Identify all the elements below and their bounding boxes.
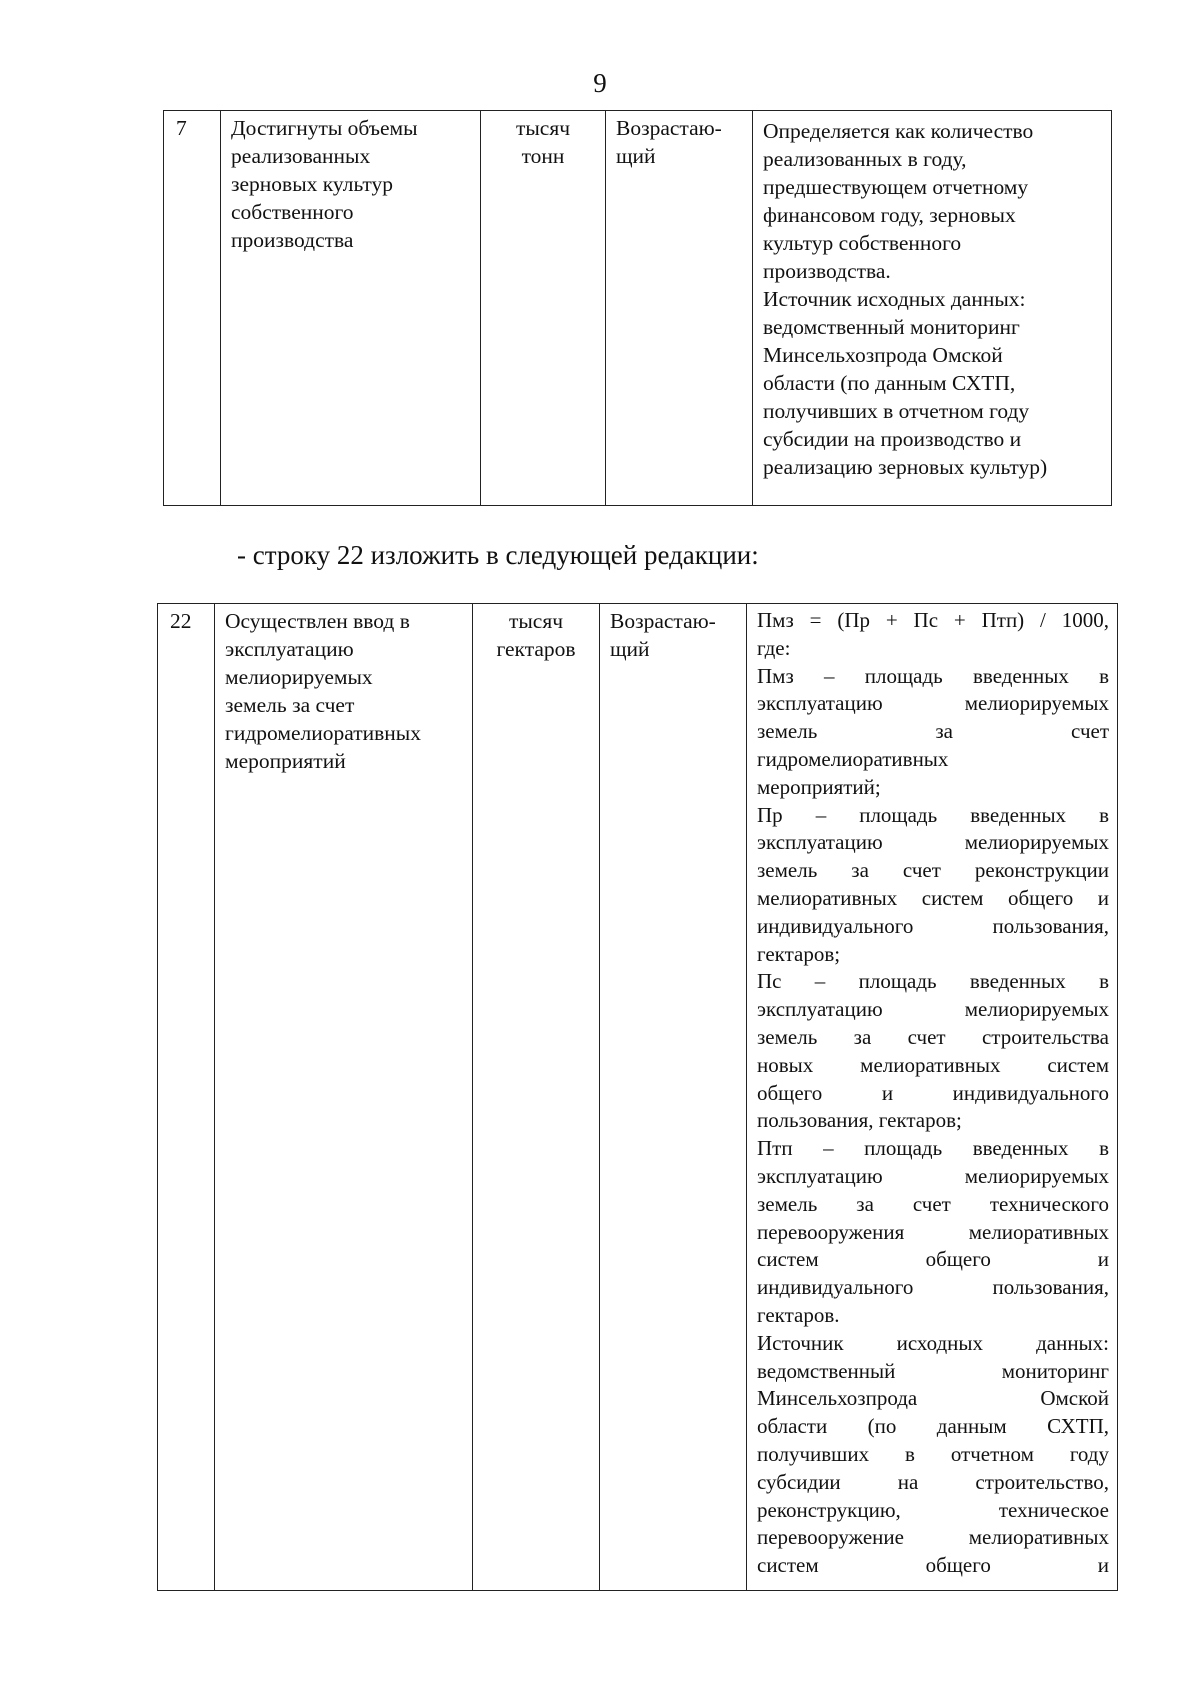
page-number: 9 <box>593 68 607 98</box>
unit-cell <box>481 111 606 506</box>
trend-cell <box>600 604 747 1591</box>
unit-line: тысяч <box>508 609 564 633</box>
description-line: области (по данным СХТП, <box>763 371 1016 395</box>
description-line: Пс – площадь введенных в <box>757 969 1109 994</box>
description-line: Источник исходных данных: <box>763 287 1026 311</box>
description-line: реализованных в году, <box>763 147 967 171</box>
trend-line: щий <box>616 144 656 168</box>
description-line: земель за счет <box>757 719 1109 744</box>
description-line: индивидуального пользования, <box>757 913 1109 938</box>
description-line: культур собственного <box>763 231 962 255</box>
description-line: гектаров. <box>757 1302 840 1327</box>
description-cell <box>747 604 1118 1591</box>
description-line: получивших в отчетном году <box>763 399 1030 423</box>
description-line: перевооружения мелиоративных <box>757 1219 1109 1244</box>
row-number-cell <box>158 604 215 1591</box>
description-line: эксплуатацию мелиорируемых <box>757 997 1109 1022</box>
indicator-name-line: земель за счет <box>225 693 355 717</box>
unit-line: тонн <box>521 144 565 168</box>
trend-line: Возрастаю- <box>610 609 716 633</box>
description-line: где: <box>757 635 791 660</box>
description-line: получивших в отчетном году <box>757 1441 1109 1466</box>
unit-line: тысяч <box>515 116 571 140</box>
description-line: области (по данным СХТП, <box>757 1414 1109 1439</box>
description-line: гектаров; <box>757 941 841 966</box>
description-line: Минсельхозпрода Омской <box>757 1386 1109 1411</box>
indicator-name-line: мелиорируемых <box>225 665 373 689</box>
description-line: ведомственный мониторинг <box>763 315 1020 339</box>
description-line: ведомственный мониторинг <box>757 1358 1109 1383</box>
unit-cell <box>473 604 600 1591</box>
description-line: земель за счет строительства <box>757 1024 1109 1049</box>
description-line: предшествующем отчетному <box>763 175 1029 199</box>
indicator-name-line: производства <box>231 228 354 252</box>
description-line: мероприятий; <box>757 774 881 799</box>
trend-cell <box>606 111 753 506</box>
description-line: земель за счет технического <box>757 1191 1109 1216</box>
row-number: 7 <box>176 116 187 140</box>
row-number-cell <box>164 111 221 506</box>
table-row-7 <box>163 110 1112 506</box>
description-line: Минсельхозпрода Омской <box>763 343 1003 367</box>
indicator-name-cell <box>215 604 473 1591</box>
indicator-name-line: реализованных <box>231 144 371 168</box>
trend-line: Возрастаю- <box>616 116 722 140</box>
description-line: Пмз – площадь введенных в <box>757 663 1109 688</box>
description-line: финансовом году, зерновых <box>763 203 1016 227</box>
indicator-name-line: гидромелиоративных <box>225 721 421 745</box>
description-line: перевооружение мелиоративных <box>757 1525 1109 1550</box>
indicator-name-cell <box>221 111 481 506</box>
indicator-name-line: Осуществлен ввод в <box>225 609 410 633</box>
indicator-name-line: собственного <box>231 200 354 224</box>
description-cell <box>753 111 1112 506</box>
description-line: эксплуатацию мелиорируемых <box>757 1163 1109 1188</box>
unit-line: гектаров <box>496 637 576 661</box>
description-line: производства. <box>763 259 891 283</box>
description-line: эксплуатацию мелиорируемых <box>757 691 1109 716</box>
indicator-name-line: эксплуатацию <box>225 637 354 661</box>
description-line: эксплуатацию мелиорируемых <box>757 830 1109 855</box>
table-row-22 <box>157 603 1118 1591</box>
description-line: мелиоративных систем общего и <box>757 885 1109 910</box>
description-line: Источник исходных данных: <box>757 1330 1109 1355</box>
description-line: общего и индивидуального <box>757 1080 1109 1105</box>
description-line: гидромелиоративных <box>757 746 949 771</box>
description-line: индивидуального пользования, <box>757 1275 1109 1300</box>
description-line: земель за счет реконструкции <box>757 858 1109 883</box>
indicator-name-line: Достигнуты объемы <box>231 116 418 140</box>
description-line: Птп – площадь введенных в <box>757 1136 1109 1161</box>
amendment-instruction: - строку 22 изложить в следующей редакции: <box>237 540 759 570</box>
description-line: Определяется как количество <box>763 119 1034 143</box>
formula-line: Пмз = (Пр + Пс + Птп) / 1000, <box>757 608 1109 632</box>
row-number: 22 <box>170 609 192 633</box>
description-line: систем общего и <box>757 1553 1109 1578</box>
description-line: Пр – площадь введенных в <box>757 802 1109 827</box>
indicator-name-line: мероприятий <box>225 749 346 773</box>
description-line: пользования, гектаров; <box>757 1108 962 1133</box>
description-line: субсидии на строительство, <box>757 1469 1109 1494</box>
description-line: систем общего и <box>757 1247 1109 1272</box>
description-line: реконструкцию, техническое <box>757 1497 1109 1522</box>
indicator-name-line: зерновых культур <box>231 172 394 196</box>
description-line: субсидии на производство и <box>763 427 1022 451</box>
description-line: реализацию зерновых культур) <box>763 455 1048 479</box>
description-line: новых мелиоративных систем <box>757 1052 1109 1077</box>
trend-line: щий <box>610 637 650 661</box>
